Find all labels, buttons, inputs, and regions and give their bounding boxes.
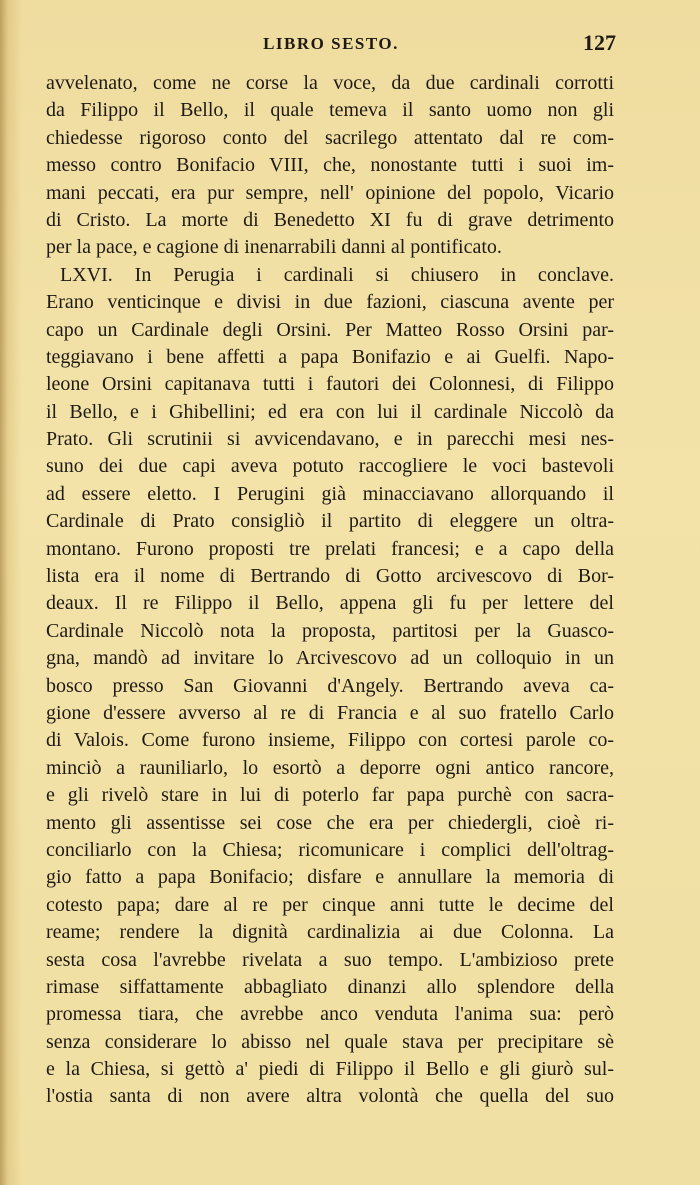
text-line: avvelenato, come ne corse la voce, da due cardinali corrotti — [46, 72, 614, 94]
text-line: il Bello, e i Ghibellini; ed era con lui il cardinale Niccolò da — [46, 400, 614, 423]
text-line: gna, mandò ad invitare lo Arcivescovo ad un colloquio in un — [46, 647, 614, 670]
text-line: sesta cosa l'avrebbe rivelata a suo tempo. L'ambizioso prete — [46, 948, 614, 971]
text-line: di Cristo. La morte di Benedetto XI fu di grave detrimento — [46, 208, 614, 231]
text-line: mani peccati, era pur sempre, nell' opinione del popolo, Vicario — [46, 181, 614, 204]
text-line: e la Chiesa, si gettò a' piedi di Filippo il Bello e gli giurò sul- — [46, 1058, 614, 1081]
running-head: LIBRO SESTO. — [263, 34, 399, 53]
text-line: lista era il nome di Bertrando di Gotto arcivescovo di Bor- — [46, 565, 614, 588]
text-line: senza considerare lo abisso nel quale stava per precipitare sè — [46, 1030, 614, 1053]
paragraph-start-line: LXVI. In Perugia i cardinali si chiusero in conclave. — [60, 263, 614, 286]
body-text — [46, 70, 614, 1111]
text-line: minciò a rauniliarlo, lo esortò a deporre ogni antico rancore, — [46, 756, 614, 779]
text-line: Prato. Gli scrutinii si avvicendavano, e in parecchi mesi nes- — [46, 428, 614, 451]
text-line: Cardinale Niccolò nota la proposta, partitosi per la Guasco- — [46, 619, 614, 642]
page-header — [46, 30, 616, 60]
text-line: gione d'essere avverso al re di Francia e al suo fratello Carlo — [46, 701, 614, 724]
text-line: montano. Furono proposti tre prelati francesi; e a capo della — [46, 537, 614, 560]
text-line: ad essere eletto. I Perugini già minacciavano allorquando il — [46, 482, 614, 505]
text-line: cotesto papa; dare al re per cinque anni tutte le decime del — [46, 893, 614, 916]
text-line: promessa tiara, che avrebbe anco venduta l'anima sua: però — [46, 1003, 614, 1026]
text-line: Erano venticinque e divisi in due fazioni, ciascuna avente per — [46, 291, 614, 314]
text-line: l'ostia santa di non avere altra volontà che quella del suo — [46, 1085, 614, 1108]
text-line: suno dei due capi aveva potuto raccogliere le voci bastevoli — [46, 455, 614, 478]
text-line: da Filippo il Bello, il quale temeva il santo uomo non gli — [46, 99, 614, 122]
text-line: Cardinale di Prato consigliò il partito di eleggere un oltra- — [46, 510, 614, 533]
text-line: leone Orsini capitanava tutti i fautori dei Colonnesi, di Filippo — [46, 373, 614, 396]
page-number: 127 — [583, 30, 616, 55]
text-line: per la pace, e cagione di inenarrabili danni al pontificato. — [46, 236, 502, 259]
text-line: chiedesse rigoroso conto del sacrilego attentato dal re com- — [46, 126, 614, 149]
text-line: rimase siffattamente abbagliato dinanzi allo splendore della — [46, 975, 614, 998]
text-line: conciliarlo con la Chiesa; ricomunicare i complici dell'oltrag- — [46, 838, 614, 861]
text-line: mento gli assentisse sei cose che era per chiedergli, cioè ri- — [46, 811, 614, 834]
text-line: di Valois. Come furono insieme, Filippo con cortesi parole co- — [46, 729, 614, 752]
text-line: bosco presso San Giovanni d'Angely. Bertrando aveva ca- — [46, 674, 614, 697]
text-line: gio fatto a papa Bonifacio; disfare e annullare la memoria di — [46, 866, 614, 889]
text-line: teggiavano i bene affetti a papa Bonifazio e ai Guelfi. Napo- — [46, 345, 614, 368]
text-line: e gli rivelò stare in lui di poterlo far papa purchè con sacra- — [46, 784, 614, 807]
text-line: messo contro Bonifacio VIII, che, nonostante tutti i suoi im- — [46, 154, 614, 177]
text-line: reame; rendere la dignità cardinalizia ai due Colonna. La — [46, 921, 614, 944]
text-line: deaux. Il re Filippo il Bello, appena gli fu per lettere del — [46, 592, 614, 615]
text-line: capo un Cardinale degli Orsini. Per Matteo Rosso Orsini par- — [46, 318, 614, 341]
